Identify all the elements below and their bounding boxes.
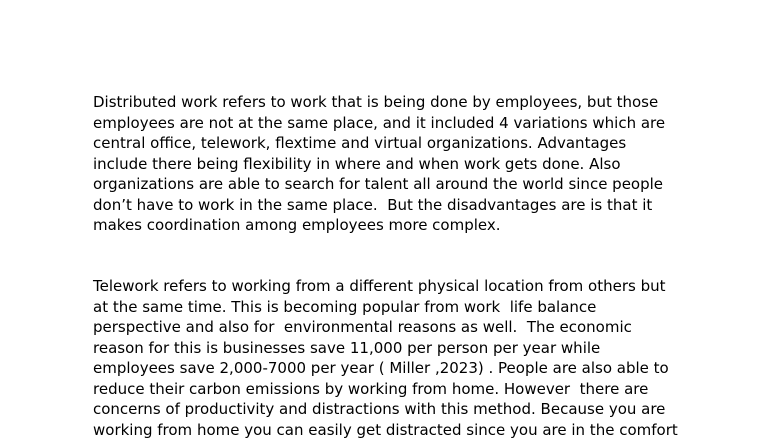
text-line: include there being flexibility in where and when work gets done. Also [93, 154, 621, 173]
text-line: employees are not at the same place, and it included 4 variations which are [93, 113, 666, 132]
text-line: Distributed work refers to work that is being done by employees, but those [93, 93, 659, 111]
text-line: reduce their carbon emissions by working from home. However there are [93, 379, 649, 398]
text-line: concerns of productivity and distractions with this method. Because you are [93, 400, 666, 418]
paragraph-telework [93, 276, 713, 440]
text-line: reason for this is businesses save 11,000 per person per year while [93, 338, 601, 357]
text-line: organizations are able to search for talent all around the world since people [93, 175, 664, 193]
text-line: don’t have to work in the same place. But the disadvantages are is that it [93, 195, 653, 214]
text-line: perspective and also for environmental reasons as well. The economic [93, 318, 632, 336]
text-line: working from home you can easily get distracted since you are in the comfort [93, 420, 678, 439]
text-line: employees save 2,000-7000 per year ( Miller ,2023) . People are also able to [93, 359, 669, 377]
text-line: at the same time. This is becoming popular from work life balance [93, 297, 597, 316]
paragraph-distributed-work [93, 92, 713, 236]
text-line: Telework refers to working from a different physical location from others but [93, 277, 666, 295]
text-line: makes coordination among employees more complex. [93, 216, 501, 234]
text-line: central office, telework, flextime and virtual organizations. Advantages [93, 134, 627, 152]
